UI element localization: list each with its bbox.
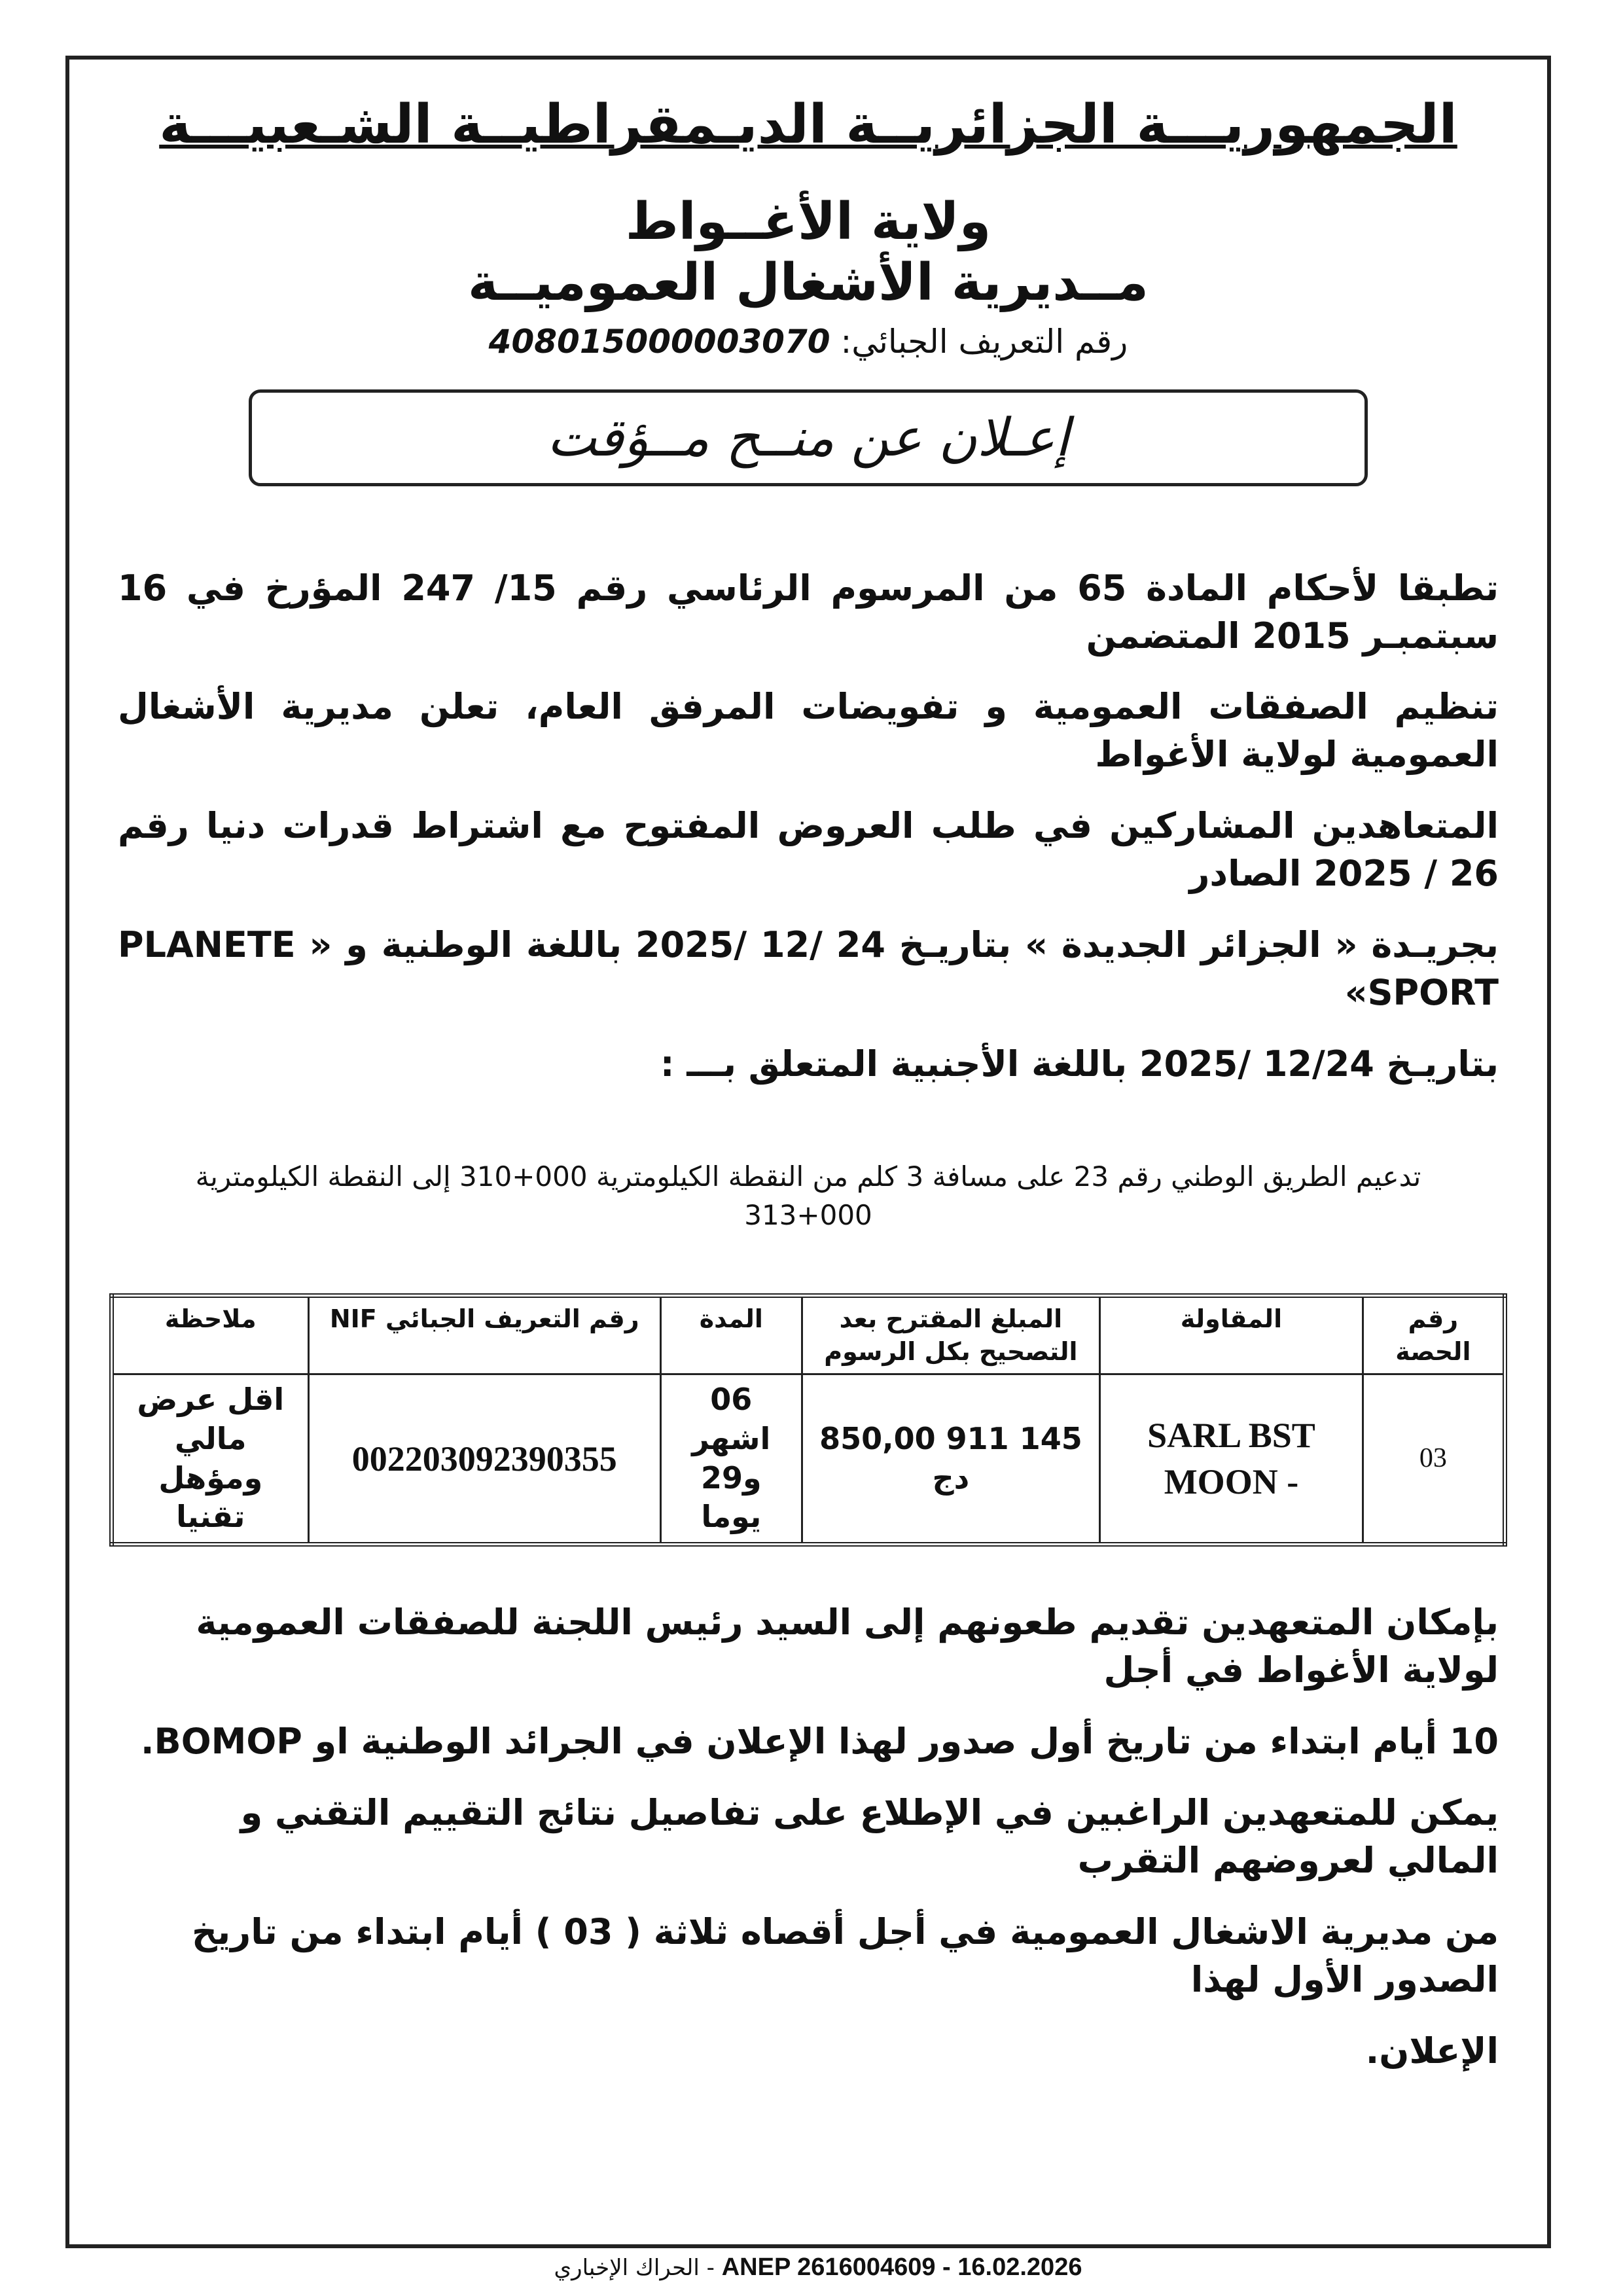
col-header: المقاولة [1100, 1296, 1363, 1374]
cell-company: SARL BST MOON - [1100, 1374, 1363, 1545]
body-paragraph [105, 565, 1512, 1112]
cell-nif: 002203092390355 [308, 1374, 660, 1545]
wilaya-name: ولاية الأغــواط [625, 192, 991, 251]
closing-line: 10 أيام ابتداء من تاريخ أول صدور لهذا الإعلان في الجرائد الوطنية او BOMOP. [141, 1721, 1499, 1763]
body-line: المتعاهدين المشاركين في طلب العروض المفتوح مع اشتراط قدرات دنيا رقم 26 / 2025 الصادر [118, 805, 1499, 895]
col-header: المدة [660, 1296, 802, 1374]
project-description: تدعيم الطريق الوطني رقم 23 على مسافة 3 كلم من النقطة الكيلومترية 000+310 إلى النقطة الكيلومترية 000+313 [195, 1160, 1421, 1231]
col-header: رقم الحصة [1363, 1296, 1505, 1374]
directorate-name: مــديرية الأشغال العموميــة [468, 253, 1149, 313]
closing-paragraph [105, 1599, 1512, 2098]
closing-line: بإمكان المتعهدين تقديم طعونهم إلى السيد رئيس اللجنة للصفقات العمومية لولاية الأغواط في أجل [196, 1602, 1499, 1691]
body-line: تطبقا لأحكام المادة 65 من المرسوم الرئاسي رقم 15/ 247 المؤرخ في 16 سبتمبـر 2015 المتضمن [118, 567, 1499, 656]
cell-lot: 03 [1363, 1374, 1505, 1545]
award-table [109, 1293, 1507, 1547]
col-header: المبلغ المقترح بعد التصحيح بكل الرسوم [802, 1296, 1099, 1374]
tax-id: رقم التعريف الجبائي: 408015000003070 [488, 322, 1128, 361]
notice-title: إعـلان عن منــح مــؤقت [546, 406, 1070, 468]
body-line: بجريـدة « الجزائر الجديدة » بتاريـخ 24 /12 /2025 باللغة الوطنية و « PLANETE SPORT» [118, 924, 1499, 1013]
col-header: ملاحظة [112, 1296, 309, 1374]
cell-duration: 06 اشهر و29 يوما [660, 1374, 802, 1545]
footer [327, 2251, 1309, 2284]
footer-source: الحراك الإخباري - [554, 2255, 715, 2281]
body-line: تنظيم الصفقات العمومية و تفويضات المرفق العام، تعلن مديرية الأشغال العمومية لولاية الأغواط [118, 686, 1499, 776]
cell-note: اقل عرض مالي ومؤهل تقنيا [112, 1374, 309, 1545]
table-row [112, 1374, 1505, 1545]
closing-line: يمكن للمتعهدين الراغبين في الإطلاع على تفاصيل نتائج التقييم التقني و المالي لعروضهم التقرب [240, 1791, 1499, 1881]
col-header: رقم التعريف الجبائي NIF [308, 1296, 660, 1374]
closing-line: من مديرية الاشغال العمومية في أجل أقصاه ثلاثة ( 03 ) أيام ابتداء من تاريخ الصدور الأول لهذا [191, 1910, 1499, 2000]
table-header-row [112, 1296, 1505, 1374]
republic-title: الجمهوريـــة الجزائريــة الديـمقراطيــة الشـعبيـــة [159, 94, 1457, 156]
cell-amount: 145 911 850,00 دج [802, 1374, 1099, 1545]
footer-ref: ANEP 2616004609 - 16.02.2026 [721, 2253, 1082, 2281]
closing-line: الإعلان. [1365, 2030, 1499, 2072]
document-body [105, 92, 1512, 2098]
notice-title-box [249, 389, 1368, 486]
body-line: بتاريـخ 12/24 /2025 باللغة الأجنبية المتعلق بـــ : [660, 1043, 1499, 1085]
